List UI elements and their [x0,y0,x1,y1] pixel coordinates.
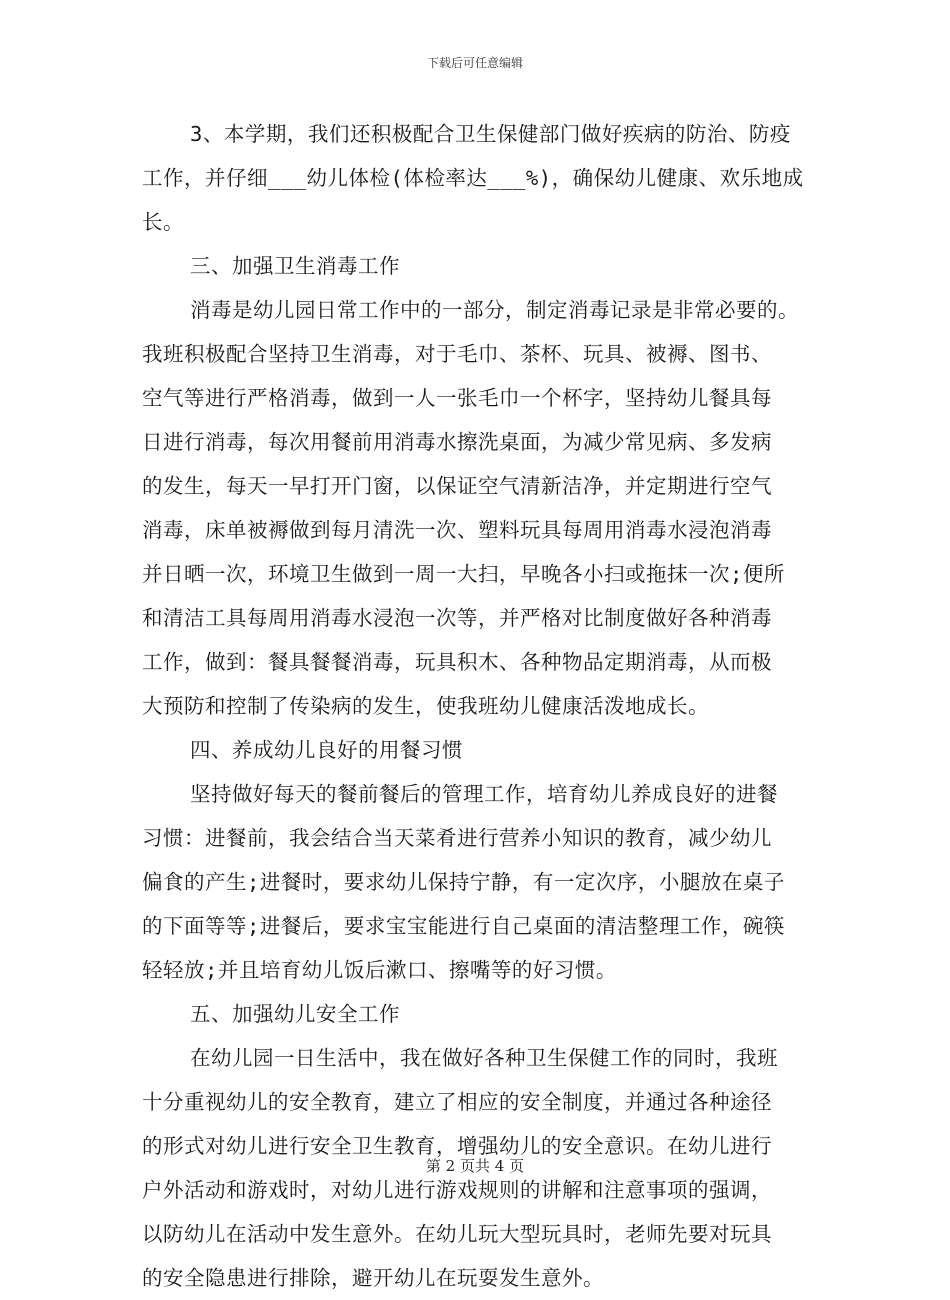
text-line: 消毒是幼儿园日常工作中的一部分，制定消毒记录是非常必要的。 [190,298,799,322]
document-body [142,112,814,1300]
section-heading: 四、养成幼儿良好的用餐习惯 [190,738,463,762]
text-line: 并日晒一次，环境卫生做到一周一大扫，早晚各小扫或拖抹一次;便所 [142,562,785,586]
text-line: 的形式对幼儿进行安全卫生教育，增强幼儿的安全意识。在幼儿进行 [142,1134,772,1158]
text-line: 习惯：进餐前，我会结合当天菜肴进行营养小知识的教育，减少幼儿 [142,826,772,850]
text-line: 的发生，每天一早打开门窗，以保证空气清新洁净，并定期进行空气 [142,474,772,498]
text-line: 和清洁工具每周用消毒水浸泡一次等，并严格对比制度做好各种消毒 [142,606,772,630]
text-line: 偏食的产生;进餐时，要求幼儿保持宁静，有一定次序，小腿放在桌子 [142,870,785,894]
text-line: 工作，做到：餐具餐餐消毒，玩具积木、各种物品定期消毒，从而极 [142,650,772,674]
text-line: 消毒，床单被褥做到每月清洗一次、塑料玩具每周用消毒水浸泡消毒 [142,518,772,542]
page-header: 下载后可任意编辑 [426,56,523,70]
text-line: 长。 [142,210,184,234]
text-line: 的安全隐患进行排除，避开幼儿在玩耍发生意外。 [142,1266,604,1290]
text-line: 在幼儿园一日生活中，我在做好各种卫生保健工作的同时，我班 [190,1046,778,1070]
text-line: 我班积极配合坚持卫生消毒，对于毛巾、茶杯、玩具、被褥、图书、 [142,342,772,366]
section-heading: 五、加强幼儿安全工作 [190,1002,400,1026]
text-line: 坚持做好每天的餐前餐后的管理工作，培育幼儿养成良好的进餐 [190,782,778,806]
text-line: 大预防和控制了传染病的发生，使我班幼儿健康活泼地成长。 [142,694,709,718]
text-line: 以防幼儿在活动中发生意外。在幼儿玩大型玩具时，老师先要对玩具 [142,1222,772,1246]
text-line: 空气等进行严格消毒，做到一人一张毛巾一个杯字，坚持幼儿餐具每 [142,386,772,410]
text-line: 十分重视幼儿的安全教育，建立了相应的安全制度，并通过各种途径 [142,1090,772,1114]
text-line: 轻轻放;并且培育幼儿饭后漱口、擦嘴等的好习惯。 [142,958,617,982]
text-line: 3、本学期，我们还积极配合卫生保健部门做好疾病的防治、防疫 [190,122,791,146]
text-line: 工作，并仔细___幼儿体检(体检率达___%)，确保幼儿健康、欢乐地成 [142,166,804,190]
section-heading: 三、加强卫生消毒工作 [190,254,400,278]
text-line: 户外活动和游戏时，对幼儿进行游戏规则的讲解和注意事项的强调， [142,1178,772,1202]
text-line: 的下面等等;进餐后，要求宝宝能进行自己桌面的清洁整理工作，碗筷 [142,914,785,938]
page-number: 第 2 页共 4 页 [425,1157,525,1175]
text-line: 日进行消毒，每次用餐前用消毒水擦洗桌面，为减少常见病、多发病 [142,430,772,454]
